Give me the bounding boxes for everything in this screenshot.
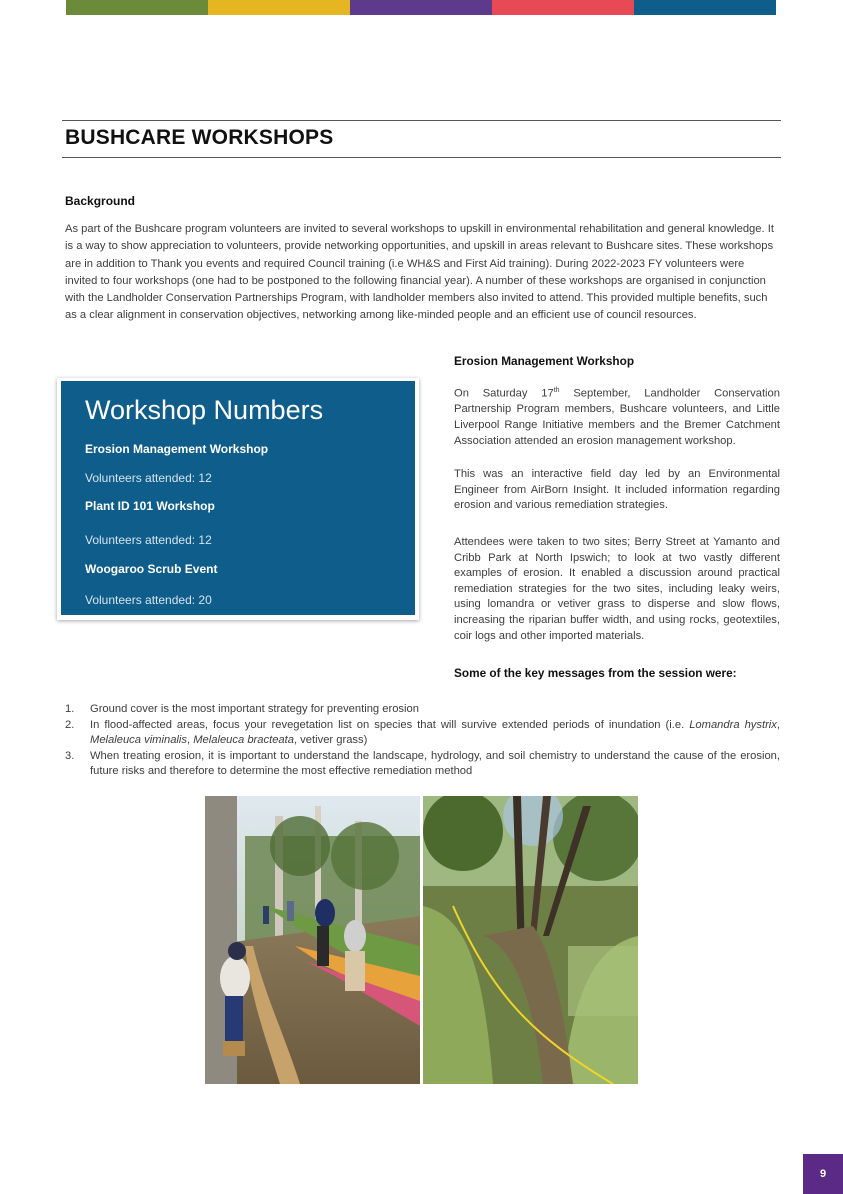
species-name: Lomandra hystrix (689, 718, 777, 731)
workshop-numbers-panel (57, 378, 419, 620)
header-color-bar (66, 0, 776, 15)
list-item-number: 3. (65, 749, 75, 762)
list-item (65, 749, 780, 780)
list-item-text: Ground cover is the most important strategy for preventing erosion (90, 703, 419, 715)
title-bottom-rule (62, 157, 781, 158)
erosion-workshop-heading: Erosion Management Workshop (454, 354, 635, 368)
workshop-photo-volunteers-image (205, 796, 420, 1084)
color-bar-segment-yellow (208, 0, 350, 15)
workshop-numbers-title: Workshop Numbers (85, 395, 324, 425)
erosion-paragraph-3: Attendees were taken to two sites; Berry Street at Yamanto and Cribb Park at North Ipswich; to look at two vastly different examples of erosion. It enabled a discussion around practical remediation strategies for the two sites, including leaky weirs, using lomandra or vetiver grass to disperse and slow flows, increasing the riparian buffer width, and using rocks, geotextiles, coir logs and other imported materials. (454, 536, 780, 642)
color-bar-segment-green (66, 0, 208, 15)
erosion-paragraph-1-text: September, Landholder Conservation Partnership Program members, Bushcare volunteers, and Little Liverpool Range Initiative members and the Bremer Catchment Association attended an erosion management workshop. (454, 387, 780, 447)
erosion-paragraph-1 (454, 383, 780, 449)
list-separator: , (776, 718, 781, 731)
species-name: Melaleuca viminalis (90, 734, 187, 747)
color-bar-segment-purple (350, 0, 492, 15)
title-top-rule (62, 120, 781, 121)
workshop-attendance: Volunteers attended: 20 (85, 593, 212, 607)
list-separator: , (187, 734, 194, 747)
background-paragraph: As part of the Bushcare program volunteers are invited to several workshops to upskill in environmental rehabilitation and general knowledge. It is a way to show appreciation to volunteers, provide networking opportunities, and upskill in areas relevant to Bushcare sites. These workshops are in addition to Thank you events and required Council training (i.e WH&S and First Aid training). During 2022-2023 FY volunteers were invited to four workshops (one had to be postponed to the following financial year). A number of these workshops are organised in conjunction with the Landholder Conservation Partnerships Program, with landholder members also invited to attend. This provided multiple benefits, such as a clear alignment in conservation objectives, networking among like-minded people and an efficient use of council resources. (65, 223, 774, 322)
erosion-date-superscript: th (553, 387, 560, 394)
list-item (65, 702, 780, 718)
list-item-text: When treating erosion, it is important to understand the landscape, hydrology, and soil chemistry to understand the cause of the erosion, future risks and therefore to determine the most effective remediation method (90, 749, 780, 778)
workshop-name: Woogaroo Scrub Event (85, 562, 218, 576)
list-item-number: 1. (65, 703, 75, 715)
list-item-text: In flood-affected areas, focus your revegetation list on species that will survive extended periods of inundation (i.e. (90, 718, 690, 731)
erosion-site-photo (423, 796, 638, 1084)
color-bar-segment-blue (634, 0, 776, 15)
workshop-attendance: Volunteers attended: 12 (85, 533, 212, 547)
page-title: BUSHCARE WORKSHOPS (65, 126, 334, 149)
workshop-name: Plant ID 101 Workshop (85, 499, 215, 513)
list-item-text-end: , vetiver grass) (293, 734, 368, 747)
page-number: 9 (819, 1168, 827, 1180)
color-bar-segment-red (492, 0, 634, 15)
workshop-numbers-panel-body (61, 381, 415, 615)
workshop-attendance: Volunteers attended: 12 (85, 471, 212, 485)
list-item-number: 2. (65, 718, 75, 731)
workshop-name: Erosion Management Workshop (85, 442, 269, 456)
key-messages-heading: Some of the key messages from the session were: (454, 666, 737, 680)
list-item (65, 718, 780, 749)
species-name: Melaleuca bracteata (193, 734, 294, 747)
workshop-photo-volunteers (205, 796, 420, 1084)
page-number-badge (803, 1154, 843, 1194)
erosion-site-photo-image (423, 796, 638, 1084)
key-messages-list (65, 702, 780, 780)
erosion-paragraph-2: This was an interactive field day led by an Environmental Engineer from AirBorn Insight. It included information regarding erosion and various remediation strategies. (454, 468, 780, 512)
erosion-date-text: On Saturday 17 (454, 387, 554, 400)
background-heading: Background (65, 194, 136, 208)
